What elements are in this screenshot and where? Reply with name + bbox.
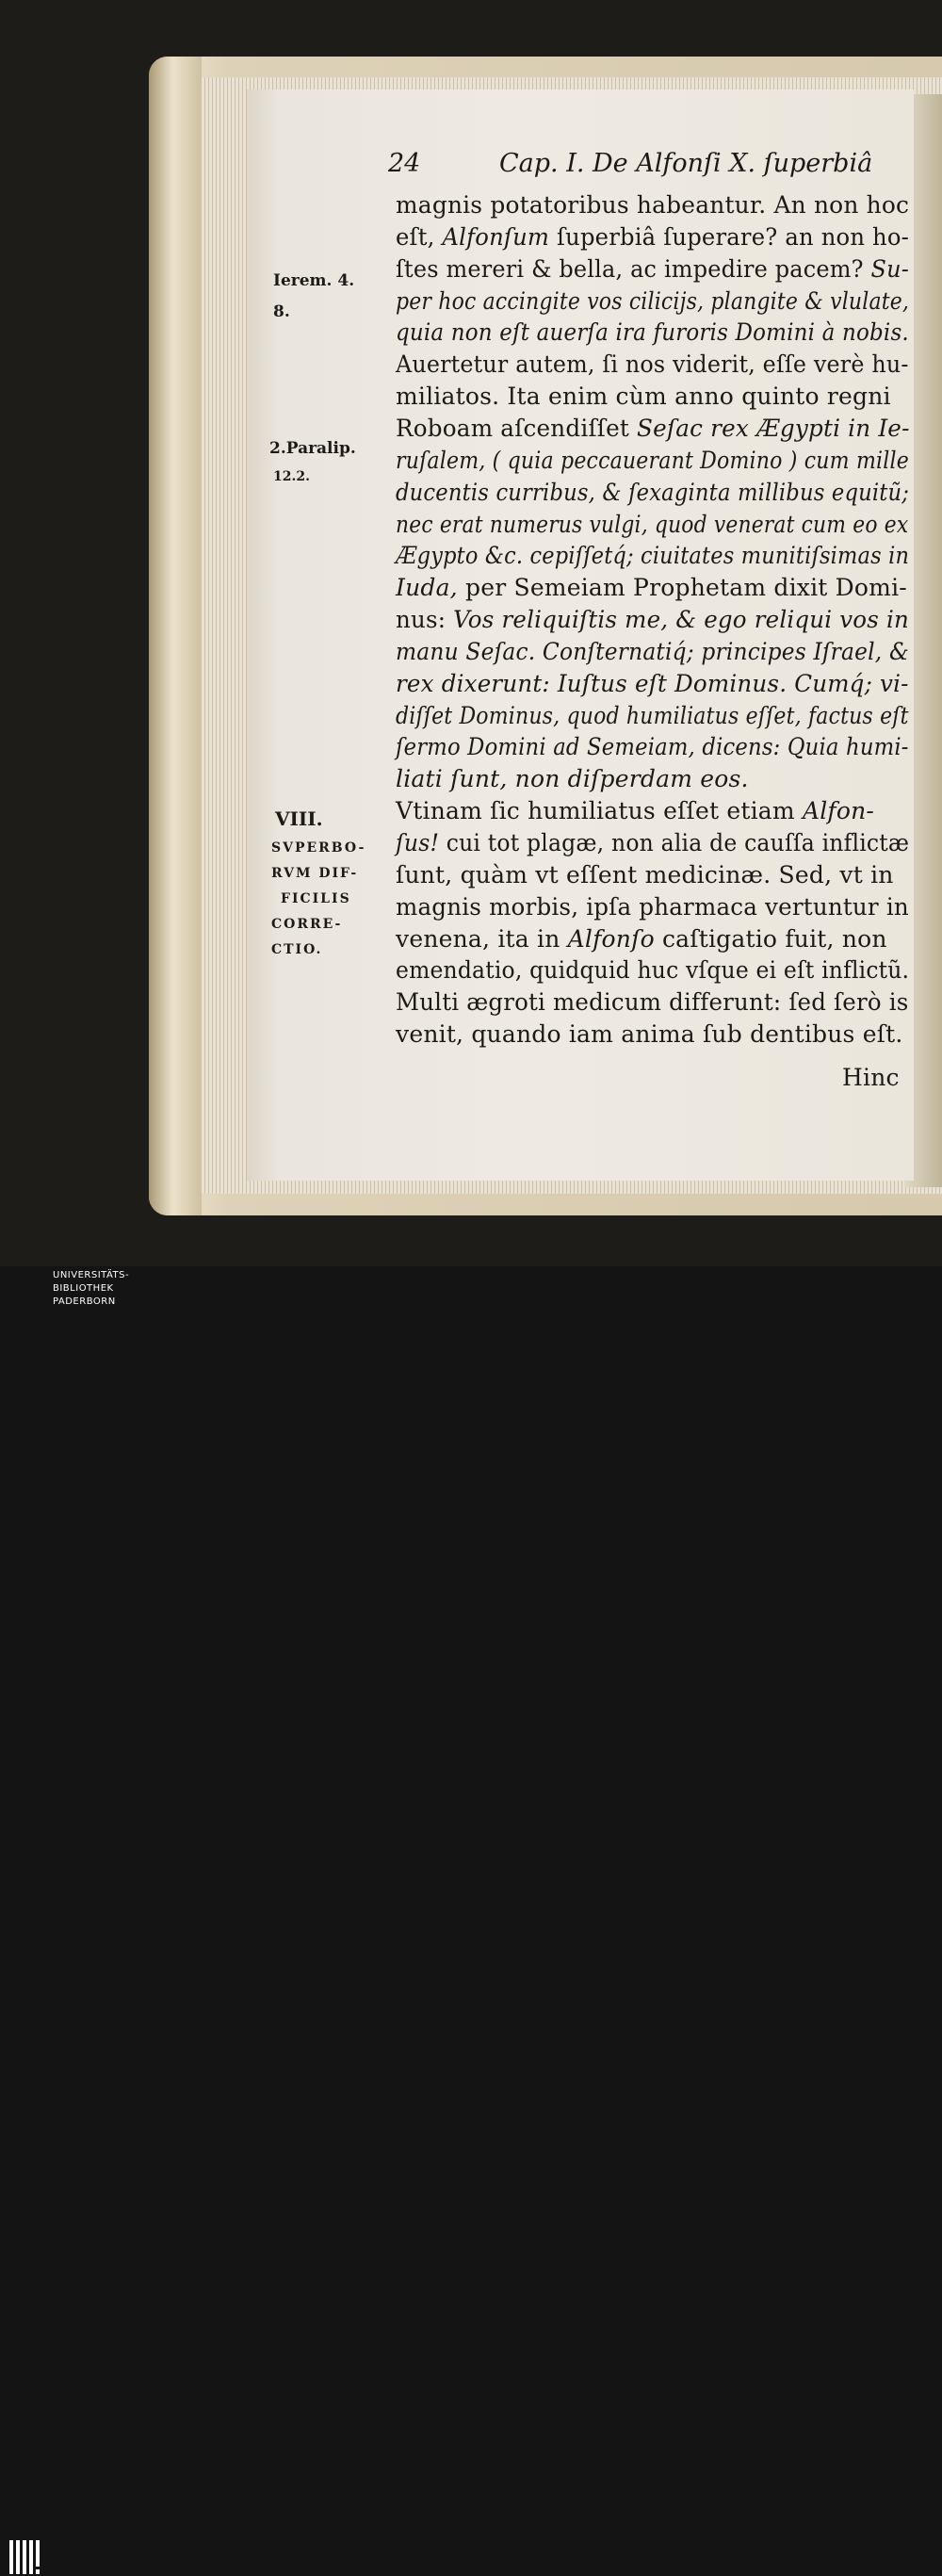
section-title-line-5: CTIO. [271,942,323,957]
text-line [396,829,909,856]
text-segment: ſunt, quàm vt eſſent medicinæ. Sed, vt in [396,860,894,889]
text-line [396,574,907,601]
text-line [396,447,909,474]
text-line [396,255,909,283]
text-line [396,606,909,633]
text-segment: Ægypto &c. cepiſſetq́; ciuitates munitiſsimas in [396,542,910,570]
text-line [396,191,909,219]
text-segment: nec erat numerus vulgi, quod venerat cum eo ex [396,510,909,538]
text-line [396,893,909,921]
text-line [396,1020,903,1048]
text-segment: eſt, [396,222,443,251]
text-segment: venena, ita in [396,924,568,953]
text-segment: nus: [396,606,454,634]
text-segment: Auertetur autem, ſi nos viderit, eſſe verè hu- [396,351,909,379]
text-line [396,670,909,697]
text-segment: magnis morbis, ipſa pharmaca vertuntur in [396,892,909,921]
margin-note-ierem: Ierem. 4. [273,271,355,290]
book-scan [0,0,942,1266]
library-logo-icon [8,2538,47,2576]
text-segment: per Semeiam Prophetam dixit Domi- [457,574,907,602]
catchword: Hinc [842,1064,900,1091]
text-segment: ſermo Domini ad Semeiam, dicens: Quia humi- [396,733,909,761]
text-line [396,511,908,538]
text-line [396,415,910,442]
text-segment: ſtes mereri & bella, ac impedire pacem? [396,254,871,283]
text-segment: Roboam aſcendiſſet [396,414,638,442]
text-segment: Alfonſo [567,924,655,953]
text-line [396,638,909,665]
text-segment: emendatio, quidquid huc vſque ei eſt inflictũ. [396,956,910,985]
text-line [396,797,874,824]
text-segment: cui tot plagæ, non alia de cauſſa inflictæ [439,829,910,856]
logo-text-line-1: UNIVERSITÄTS- [53,1270,130,1280]
text-segment: Seſac rex Ægypti in Ie- [637,414,910,442]
section-title-line-2: RVM DIF- [271,866,359,881]
text-segment: rex dixerunt: Iuſtus eſt Dominus. Cumq́; vi- [396,669,909,697]
text-line [396,956,909,984]
text-line [396,861,894,889]
text-segment: ſuperbiâ ſuperare? an non ho- [549,222,910,251]
text-segment: ruſalem, ( quia peccauerant Domino ) cum mille [396,446,909,474]
text-segment: ducentis curribus, & ſexaginta millibus equitũ; [396,478,910,506]
text-line [396,702,909,729]
text-line [396,383,891,410]
text-segment: Vtinam ſic humiliatus eſſet etiam [396,797,803,825]
text-line [396,287,909,315]
text-segment: ſus! [396,829,440,856]
section-number: VIII. [275,807,323,830]
running-title: Cap. I. De Alfonſi X. ſuperbiâ [499,149,873,178]
text-segment: liati ſunt, non diſperdam eos. [396,765,749,793]
text-line [396,318,909,346]
text-segment: manu Seſac. Conſternatiq́; principes Iſrael, & [396,637,909,665]
text-line [396,765,749,792]
book-page [247,90,914,1181]
text-segment: per hoc accingite vos cilicijs, plangite & vlulate, [396,286,910,315]
text-line [396,479,909,506]
text-segment: magnis potatoribus habeantur. An non hoc [396,191,910,219]
margin-note-paralip-verse: 12.2. [273,469,310,484]
section-title-line-3: FICILIS [281,891,351,906]
section-title-line-4: CORRE- [271,917,343,932]
margin-note-paralip: 2.Paralip. [269,439,356,458]
text-line [396,223,909,251]
text-segment: Alfon- [802,797,875,825]
text-segment: venit, quando iam anima ſub dentibus eſt. [396,1020,903,1049]
logo-text-line-3: PADERBORN [53,1296,116,1307]
text-segment: Iuda, [396,574,458,602]
logo-text-line-2: BIBLIOTHEK [53,1283,114,1294]
text-segment: Vos reliquiſtis me, & ego reliqui vos in [453,606,910,634]
text-line [396,542,909,569]
text-line [396,351,909,378]
text-line [396,733,909,760]
text-segment: Alfonſum [442,222,550,251]
book-spine [149,57,202,1215]
footer-bar [0,1266,942,1313]
section-title-line-1: SVPERBO- [271,840,366,856]
text-segment: miliatos. Ita enim cùm anno quinto regni [396,383,891,411]
text-line [396,925,887,953]
page-number: 24 [388,149,421,178]
text-segment: quia non eſt auerſa ira furoris Domini à nobis. [396,318,909,347]
margin-note-ierem-verse: 8. [273,302,290,321]
text-segment: Su- [870,254,909,283]
text-line [396,988,908,1016]
text-segment: diſſet Dominus, quod humiliatus eſſet, factus eſt [396,701,909,729]
text-segment: caſtigatio fuit, non [654,924,887,953]
text-segment: Multi ægroti medicum differunt: ſed ſerò is [396,988,909,1017]
